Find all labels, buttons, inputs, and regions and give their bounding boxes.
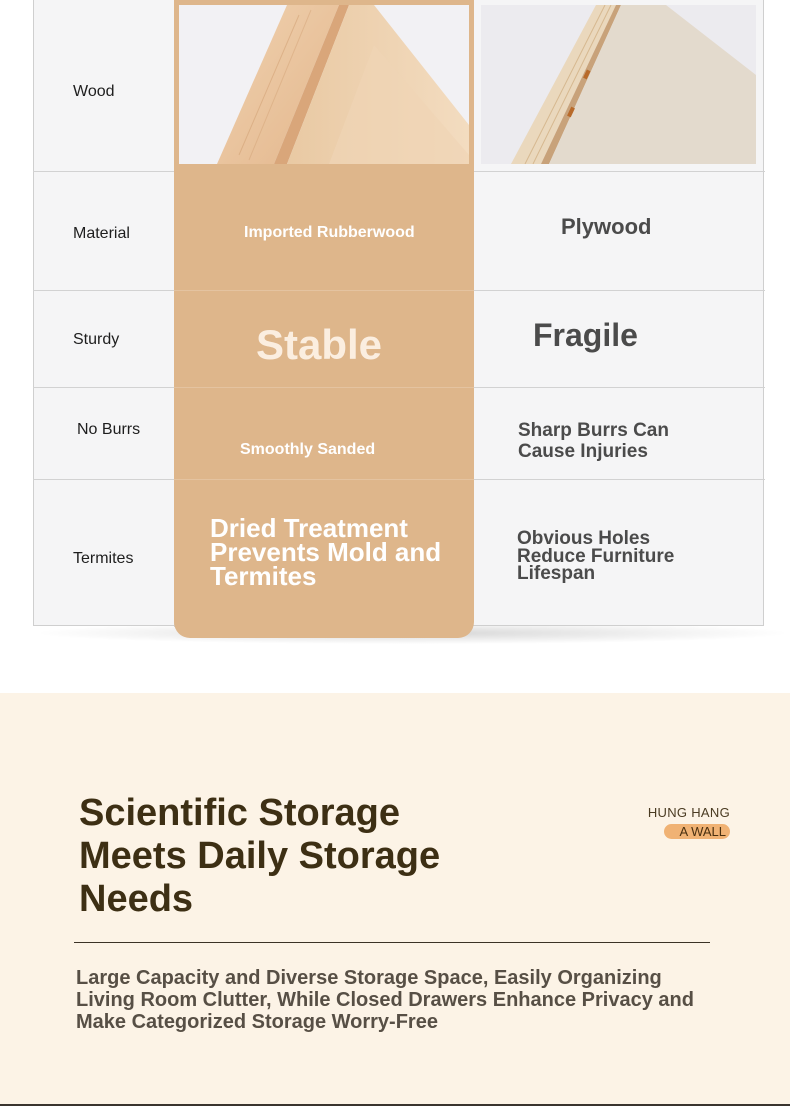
plywood-burrs-text: Sharp Burrs Can Cause Injuries bbox=[518, 420, 669, 462]
rubberwood-material-text: Imported Rubberwood bbox=[244, 224, 415, 241]
row-label-termites: Termites bbox=[73, 550, 134, 567]
rubberwood-sample-image bbox=[179, 5, 469, 164]
highlight-row-divider bbox=[174, 290, 474, 291]
row-label-no-burrs: No Burrs bbox=[77, 421, 141, 438]
section-divider bbox=[74, 942, 710, 943]
rubberwood-burrs-text: Smoothly Sanded bbox=[240, 441, 376, 458]
row-label-sturdy: Sturdy bbox=[73, 331, 120, 348]
brand-logo bbox=[620, 805, 730, 841]
rubberwood-sturdy-text: Stable bbox=[256, 321, 383, 368]
highlight-row-divider bbox=[174, 387, 474, 388]
plywood-sturdy-text: Fragile bbox=[533, 317, 638, 353]
row-label-material: Material bbox=[73, 225, 130, 242]
plywood-sample-image bbox=[481, 5, 756, 164]
row-label-wood: Wood bbox=[73, 83, 115, 100]
plywood-termites-text: Obvious Holes Reduce Furniture Lifespan bbox=[517, 528, 675, 584]
highlight-row-divider bbox=[174, 479, 474, 480]
brand-name: HUNG HANG bbox=[647, 805, 730, 820]
rubberwood-termites-text: Dried Treatment Prevents Mold and Termites bbox=[210, 513, 442, 591]
plywood-material-text: Plywood bbox=[561, 214, 652, 239]
storage-description: Large Capacity and Diverse Storage Space, Easily Organizing Living Room Clutter, While Closed Drawers Enhance Privacy and Make Categorized Storage Worry-Free bbox=[76, 967, 694, 1033]
brand-tagline: A WALL bbox=[664, 824, 730, 839]
storage-title: Scientific Storage Meets Daily Storage Needs bbox=[79, 792, 441, 920]
